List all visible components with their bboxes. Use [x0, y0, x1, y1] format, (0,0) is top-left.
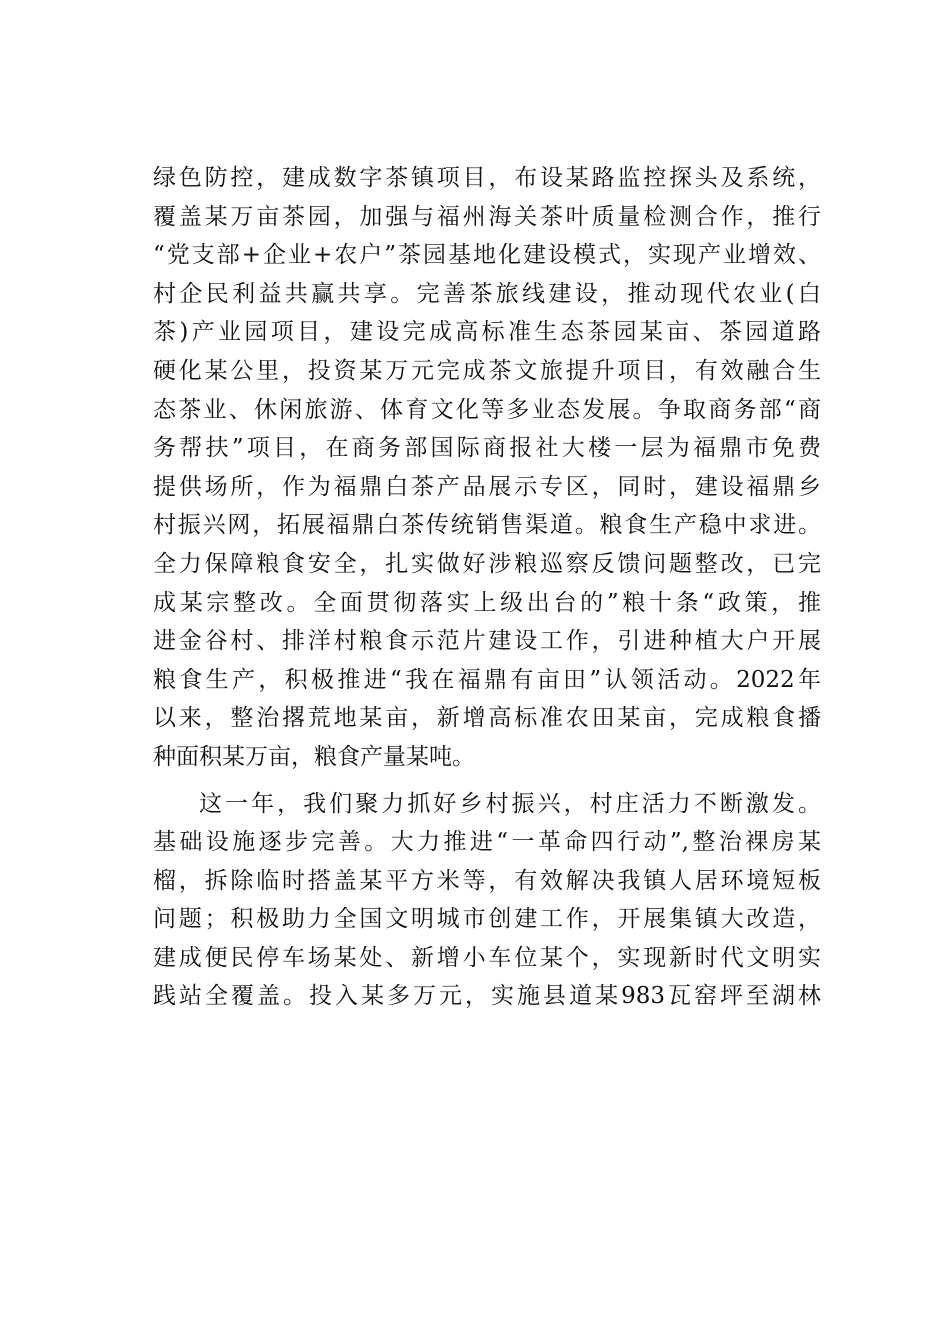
text-line: 进金谷村、排洋村粮食示范片建设工作，引进种植大户开展 — [153, 628, 821, 655]
text-line: 种面积某万亩，粮食产量某吨。 — [153, 743, 475, 770]
paragraph-1 — [153, 159, 821, 777]
text-line: 基础设施逐步完善。大力推进“一革命四行动”,整治裸房某 — [153, 829, 821, 856]
text-line: 绿色防控，建成数字茶镇项目，布设某路监控探头及系统， — [153, 165, 821, 191]
paragraph-spacer — [153, 777, 821, 785]
text-line: 村振兴网，拓展福鼎白茶传统销售渠道。粮食生产稳中求进。 — [153, 512, 821, 539]
text-line: 榴，拆除临时搭盖某平方米等，有效解决我镇人居环境短板 — [153, 867, 821, 894]
paragraph-2 — [153, 785, 821, 1017]
text-line: 覆盖某万亩茶园，加强与福州海关茶叶质量检测合作，推行 — [153, 203, 821, 230]
text-line: 成某宗整改。全面贯彻落实上级出台的”粮十条“政策，推 — [153, 589, 821, 616]
text-line: 以来，整治撂荒地某亩，新增高标准农田某亩，完成粮食播 — [153, 705, 821, 732]
text-line: 全力保障粮食安全，扎实做好涉粮巡察反馈问题整改，已完 — [153, 550, 821, 577]
text-line: 提供场所，作为福鼎白茶产品展示专区，同时，建设福鼎乡 — [153, 473, 821, 500]
text-line: 建成便民停车场某处、新增小车位某个，实现新时代文明实 — [153, 944, 821, 971]
text-line: “党支部+企业+农户”茶园基地化建设模式，实现产业增效、 — [153, 242, 821, 269]
text-line: 态茶业、休闲旅游、体育文化等多业态发展。争取商务部“商 — [153, 396, 821, 423]
text-line: 践站全覆盖。投入某多万元，实施县道某983瓦窑坪至湖林 — [153, 983, 821, 1010]
text-line: 粮食生产，积极推进“我在福鼎有亩田”认领活动。2022年 — [153, 666, 821, 693]
text-line: 村企民利益共赢共享。完善茶旅线建设，推动现代农业(白 — [153, 280, 821, 307]
text-line: 这一年，我们聚力抓好乡村振兴，村庄活力不断激发。 — [199, 790, 821, 817]
text-line: 茶)产业园项目，建设完成高标准生态茶园某亩、茶园道路 — [153, 319, 821, 346]
text-line: 务帮扶”项目，在商务部国际商报社大楼一层为福鼎市免费 — [153, 435, 821, 462]
text-line: 硬化某公里，投资某万元完成茶文旅提升项目，有效融合生 — [153, 357, 821, 384]
text-line: 问题；积极助力全国文明城市创建工作，开展集镇大改造， — [153, 906, 821, 933]
document-body — [153, 159, 821, 1016]
